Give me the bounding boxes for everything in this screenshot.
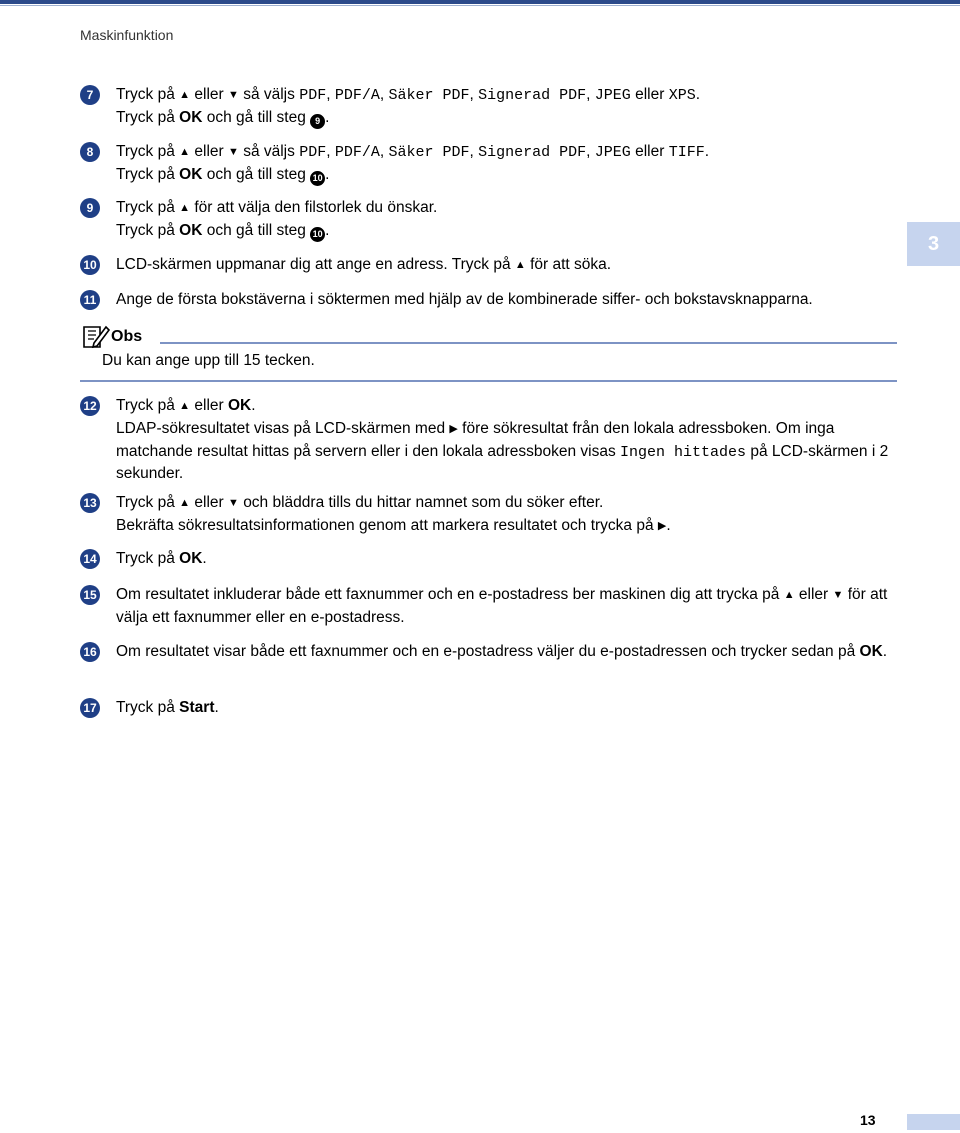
chapter-tab: 3 — [907, 222, 960, 266]
right-arrow-icon: ▶ — [449, 423, 458, 435]
down-arrow-icon: ▼ — [227, 89, 239, 101]
up-arrow-icon: ▲ — [783, 589, 795, 601]
step-reference: 9 — [310, 114, 325, 129]
step-8: 8 Tryck på ▲ eller ▼ så väljs PDF, PDF/A, Säker PDF, Signerad PDF, JPEG eller TIFF. Tryck på OK och gå till steg 10 . — [80, 141, 900, 186]
step-11: 11 Ange de första bokstäverna i söktermen med hjälp av de kombinerade siffer- och bokstavsknapparna. — [80, 289, 900, 310]
step-12: 12 Tryck på ▲ eller OK. LDAP-sökresultatet visas på LCD-skärmen med ▶ före sökresultat från den lokala adressboken. Om inga matchande resultat hittas på servern eller i den lokala adressboken visas Ingen hittades på LCD-skärmen i 2 sekunder. — [80, 395, 900, 484]
footer-tab — [907, 1114, 960, 1130]
step-number-badge: 7 — [80, 85, 100, 105]
step-9: 9 Tryck på ▲ för att välja den filstorlek du önskar. Tryck på OK och gå till steg 10 . — [80, 197, 900, 242]
step-15: 15 Om resultatet inkluderar både ett faxnummer och en e-postadress ber maskinen dig att trycka på ▲ eller ▼ för att välja ett faxnummer eller en e-postadress. — [80, 584, 900, 628]
down-arrow-icon: ▼ — [832, 589, 844, 601]
step-number-badge: 11 — [80, 290, 100, 310]
step-16: 16 Om resultatet visar både ett faxnummer och en e-postadress väljer du e-postadressen och trycker sedan på OK. — [80, 641, 900, 662]
step-17: 17 Tryck på Start. — [80, 697, 900, 718]
page-number: 13 — [860, 1112, 876, 1128]
up-arrow-icon: ▲ — [179, 497, 191, 509]
up-arrow-icon: ▲ — [179, 146, 191, 158]
top-bar-line — [0, 5, 960, 6]
up-arrow-icon: ▲ — [514, 259, 526, 271]
step-number-badge: 8 — [80, 142, 100, 162]
step-reference: 10 — [310, 227, 325, 242]
step-number-badge: 16 — [80, 642, 100, 662]
up-arrow-icon: ▲ — [179, 202, 191, 214]
down-arrow-icon: ▼ — [227, 146, 239, 158]
up-arrow-icon: ▲ — [179, 400, 191, 412]
note-text: Du kan ange upp till 15 tecken. — [102, 352, 315, 369]
right-arrow-icon: ▶ — [657, 520, 667, 532]
step-14: 14 Tryck på OK. — [80, 548, 900, 569]
top-bar — [0, 0, 960, 4]
step-reference: 10 — [310, 171, 325, 186]
step-7: 7 Tryck på ▲ eller ▼ så väljs PDF, PDF/A, Säker PDF, Signerad PDF, JPEG eller XPS. Tryck på OK och gå till steg 9 . — [80, 84, 900, 129]
step-number-badge: 17 — [80, 698, 100, 718]
step-number-badge: 9 — [80, 198, 100, 218]
down-arrow-icon: ▼ — [227, 497, 239, 509]
up-arrow-icon: ▲ — [179, 89, 191, 101]
step-number-badge: 12 — [80, 396, 100, 416]
page-header: Maskinfunktion — [80, 27, 174, 43]
step-number-badge: 10 — [80, 255, 100, 275]
note-rule-top — [160, 342, 897, 344]
note-title: Obs — [111, 328, 143, 345]
step-13: 13 Tryck på ▲ eller ▼ och bläddra tills du hittar namnet som du söker efter. Bekräfta sökresultatsinformationen genom att markera resultatet och trycka på ▶. — [80, 492, 900, 538]
note-rule-bottom — [80, 380, 897, 382]
step-number-badge: 13 — [80, 493, 100, 513]
step-number-badge: 15 — [80, 585, 100, 605]
note-pencil-icon — [80, 321, 110, 351]
step-10: 10 LCD-skärmen uppmanar dig att ange en adress. Tryck på ▲ för att söka. — [80, 254, 900, 277]
step-number-badge: 14 — [80, 549, 100, 569]
